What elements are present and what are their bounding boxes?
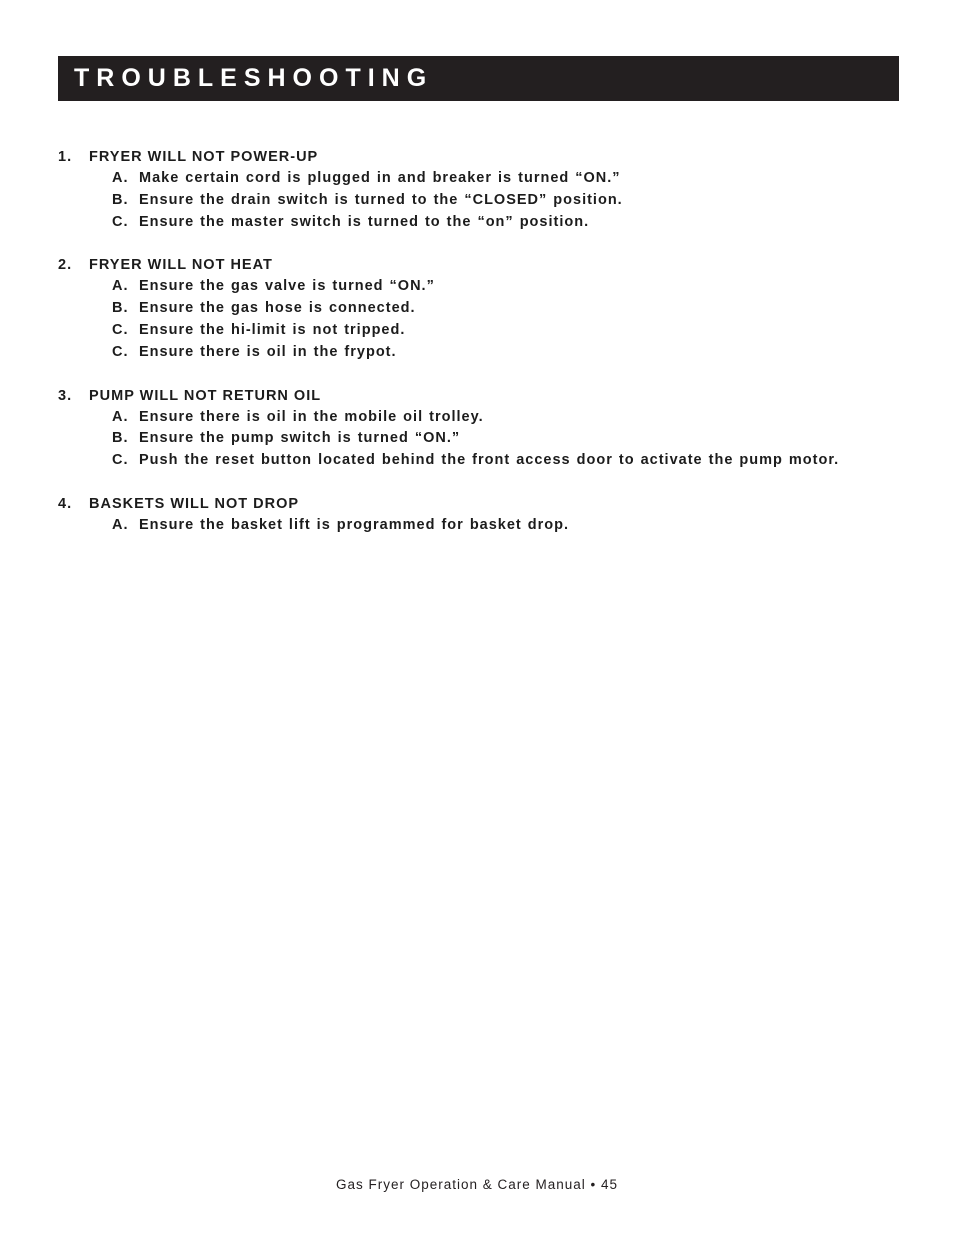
list-item <box>58 190 899 212</box>
list-item <box>58 428 899 450</box>
item-text: Ensure the gas hose is connected. <box>139 300 416 317</box>
item-text: Ensure the pump switch is turned “ON.” <box>139 430 461 447</box>
section-title: BASKETS WILL NOT DROP <box>89 495 300 512</box>
item-text: Ensure the hi-limit is not tripped. <box>139 321 406 338</box>
item-letter: A. <box>112 516 129 533</box>
item-text: Ensure the gas valve is turned “ON.” <box>139 278 435 295</box>
section-no-heat <box>58 254 899 363</box>
list-item <box>58 276 899 298</box>
list-item <box>58 450 899 472</box>
section-heading <box>58 385 899 407</box>
item-letter: A. <box>112 170 129 186</box>
title-banner <box>58 56 899 101</box>
section-heading <box>58 254 899 276</box>
section-title: FRYER WILL NOT POWER-UP <box>89 149 319 165</box>
section-baskets <box>58 493 899 537</box>
list-item <box>58 212 899 234</box>
section-number: 4. <box>58 495 73 512</box>
item-letter: C. <box>112 321 129 338</box>
item-text: Ensure the basket lift is programmed for basket drop. <box>139 516 570 533</box>
list-item <box>58 320 899 342</box>
section-number: 2. <box>58 257 73 274</box>
section-power-up <box>58 146 899 233</box>
item-text: Push the reset button located behind the front access door to activate the pump motor. <box>139 452 840 469</box>
item-text: Ensure the drain switch is turned to the “CLOSED” position. <box>139 191 623 208</box>
item-text: Make certain cord is plugged in and breaker is turned “ON.” <box>139 170 621 186</box>
item-letter: B. <box>112 191 129 208</box>
page-footer: Gas Fryer Operation & Care Manual • 45 <box>335 1177 619 1192</box>
section-title: PUMP WILL NOT RETURN OIL <box>89 387 322 404</box>
item-text: Ensure there is oil in the mobile oil trolley. <box>139 408 484 425</box>
item-letter: C. <box>112 213 129 230</box>
list-item <box>58 515 899 537</box>
item-text: Ensure the master switch is turned to the “on” position. <box>139 213 590 230</box>
item-letter: C. <box>112 452 129 469</box>
section-title: FRYER WILL NOT HEAT <box>89 257 273 274</box>
section-pump <box>58 385 899 472</box>
list-item <box>58 298 899 320</box>
item-letter: A. <box>112 278 129 295</box>
list-item <box>58 407 899 429</box>
section-heading <box>58 146 899 168</box>
item-letter: B. <box>112 300 129 317</box>
page-title: TROUBLESHOOTING <box>74 64 434 92</box>
item-letter: B. <box>112 430 129 447</box>
list-item <box>58 342 899 364</box>
item-letter: C. <box>112 343 129 360</box>
section-heading <box>58 493 899 515</box>
section-number: 3. <box>58 387 73 404</box>
item-letter: A. <box>112 408 129 425</box>
list-item <box>58 168 899 190</box>
troubleshooting-list <box>58 146 899 558</box>
item-text: Ensure there is oil in the frypot. <box>139 343 397 360</box>
section-number: 1. <box>58 149 73 165</box>
